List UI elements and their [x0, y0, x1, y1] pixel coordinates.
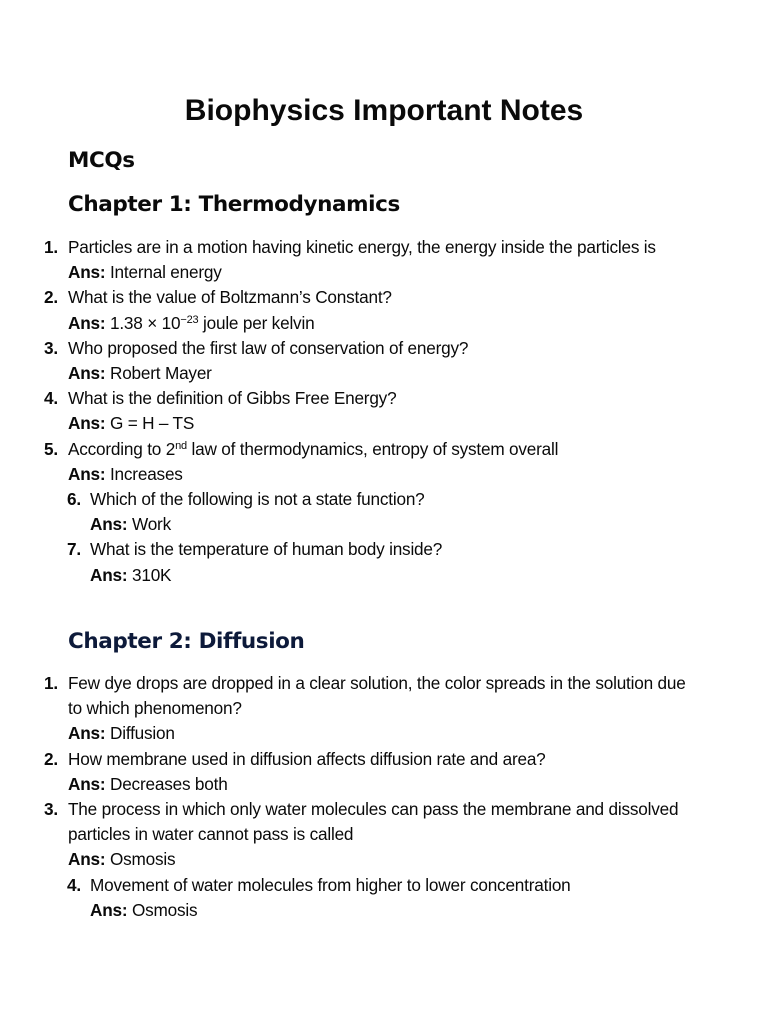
answer-text: Robert Mayer: [109, 363, 212, 384]
answer-label: Ans:: [90, 564, 128, 585]
item-number: 6.: [67, 489, 81, 510]
answer-line: [0, 462, 768, 487]
section-heading-mcqs: MCQs: [68, 148, 135, 173]
item-number: 2.: [44, 287, 58, 308]
document-title: Biophysics Important Notes: [184, 94, 584, 127]
answer-label: Ans:: [68, 363, 106, 384]
list-item: [0, 437, 768, 487]
answer-label: Ans:: [68, 413, 106, 434]
answer-line: [0, 512, 768, 537]
answer-line: [0, 411, 768, 436]
question-text: How membrane used in diffusion affects diffusion rate and area?: [68, 748, 546, 769]
list-item: [0, 386, 768, 436]
answer-text: Osmosis: [109, 849, 176, 870]
answer-label: Ans:: [68, 723, 106, 744]
question-superscript: nd: [175, 439, 187, 452]
answer-label: Ans:: [90, 899, 128, 920]
answer-text: Work: [131, 514, 171, 535]
answer-line: [0, 260, 768, 285]
answer-line: [0, 721, 768, 746]
question-text: What is the temperature of human body inside?: [90, 539, 443, 560]
list-item: [0, 235, 768, 285]
answer-text: G = H – TS: [109, 413, 195, 434]
answer-text: Diffusion: [109, 723, 175, 744]
chapter-heading: Chapter 2: Diffusion: [68, 629, 305, 654]
answer-line: [0, 772, 768, 797]
chapter-heading: Chapter 1: Thermodynamics: [68, 192, 400, 217]
question-text: Who proposed the first law of conservation of energy?: [68, 337, 469, 358]
list-item: [0, 537, 768, 587]
answer-label: Ans:: [68, 262, 106, 283]
item-number: 7.: [67, 539, 81, 560]
item-number: 1.: [44, 237, 58, 257]
list-item: [0, 797, 768, 873]
question-list: [0, 671, 768, 923]
item-number: 3.: [44, 799, 58, 820]
question-list: [0, 235, 768, 588]
answer-text: Increases: [109, 463, 183, 484]
item-number: 4.: [44, 388, 58, 409]
answer-text: Osmosis: [131, 899, 198, 920]
item-number: 4.: [67, 874, 81, 895]
answer-text: Decreases both: [109, 773, 228, 794]
answer-line: [0, 847, 768, 872]
question-text: Which of the following is not a state function?: [90, 489, 425, 510]
question-text: What is the value of Boltzmann’s Constant?: [68, 287, 392, 308]
item-number: 1.: [44, 673, 58, 693]
item-number: 3.: [44, 337, 58, 358]
question-text: Particles are in a motion having kinetic energy, the energy inside the particles is: [68, 237, 656, 257]
question-text: What is the definition of Gibbs Free Energy?: [68, 388, 397, 409]
list-item: [0, 873, 768, 923]
answer-label: Ans:: [68, 312, 106, 333]
question-text: Few dye drops are dropped in a clear solution, the color spreads in the solution due to which phenomenon?: [68, 673, 686, 719]
answer-line: [0, 361, 768, 386]
answer-text-suffix: joule per kelvin: [198, 312, 315, 333]
answer-line: [0, 898, 768, 923]
answer-label: Ans:: [90, 514, 128, 535]
answer-text: Internal energy: [109, 262, 222, 283]
answer-label: Ans:: [68, 773, 106, 794]
list-item: [0, 336, 768, 386]
answer-text: 1.38 × 10: [109, 312, 181, 333]
question-text: [0, 437, 768, 462]
list-item: [0, 487, 768, 537]
list-item: [0, 285, 768, 335]
answer-label: Ans:: [68, 849, 106, 870]
answer-label: Ans:: [68, 463, 106, 484]
answer-line: [0, 563, 768, 588]
answer-text: 310K: [131, 564, 172, 585]
question-text: Movement of water molecules from higher to lower concentration: [90, 874, 571, 895]
list-item: [0, 747, 768, 797]
question-text: The process in which only water molecules can pass the membrane and dissolved particles in water cannot pass is called: [68, 799, 679, 845]
item-number: 5.: [44, 438, 58, 459]
list-item: [0, 671, 768, 747]
answer-line: [0, 311, 768, 336]
question-text-suffix: law of thermodynamics, entropy of system overall: [186, 438, 559, 459]
item-number: 2.: [44, 748, 58, 769]
question-text-prefix: According to 2: [68, 438, 176, 459]
answer-superscript: −23: [180, 313, 199, 326]
